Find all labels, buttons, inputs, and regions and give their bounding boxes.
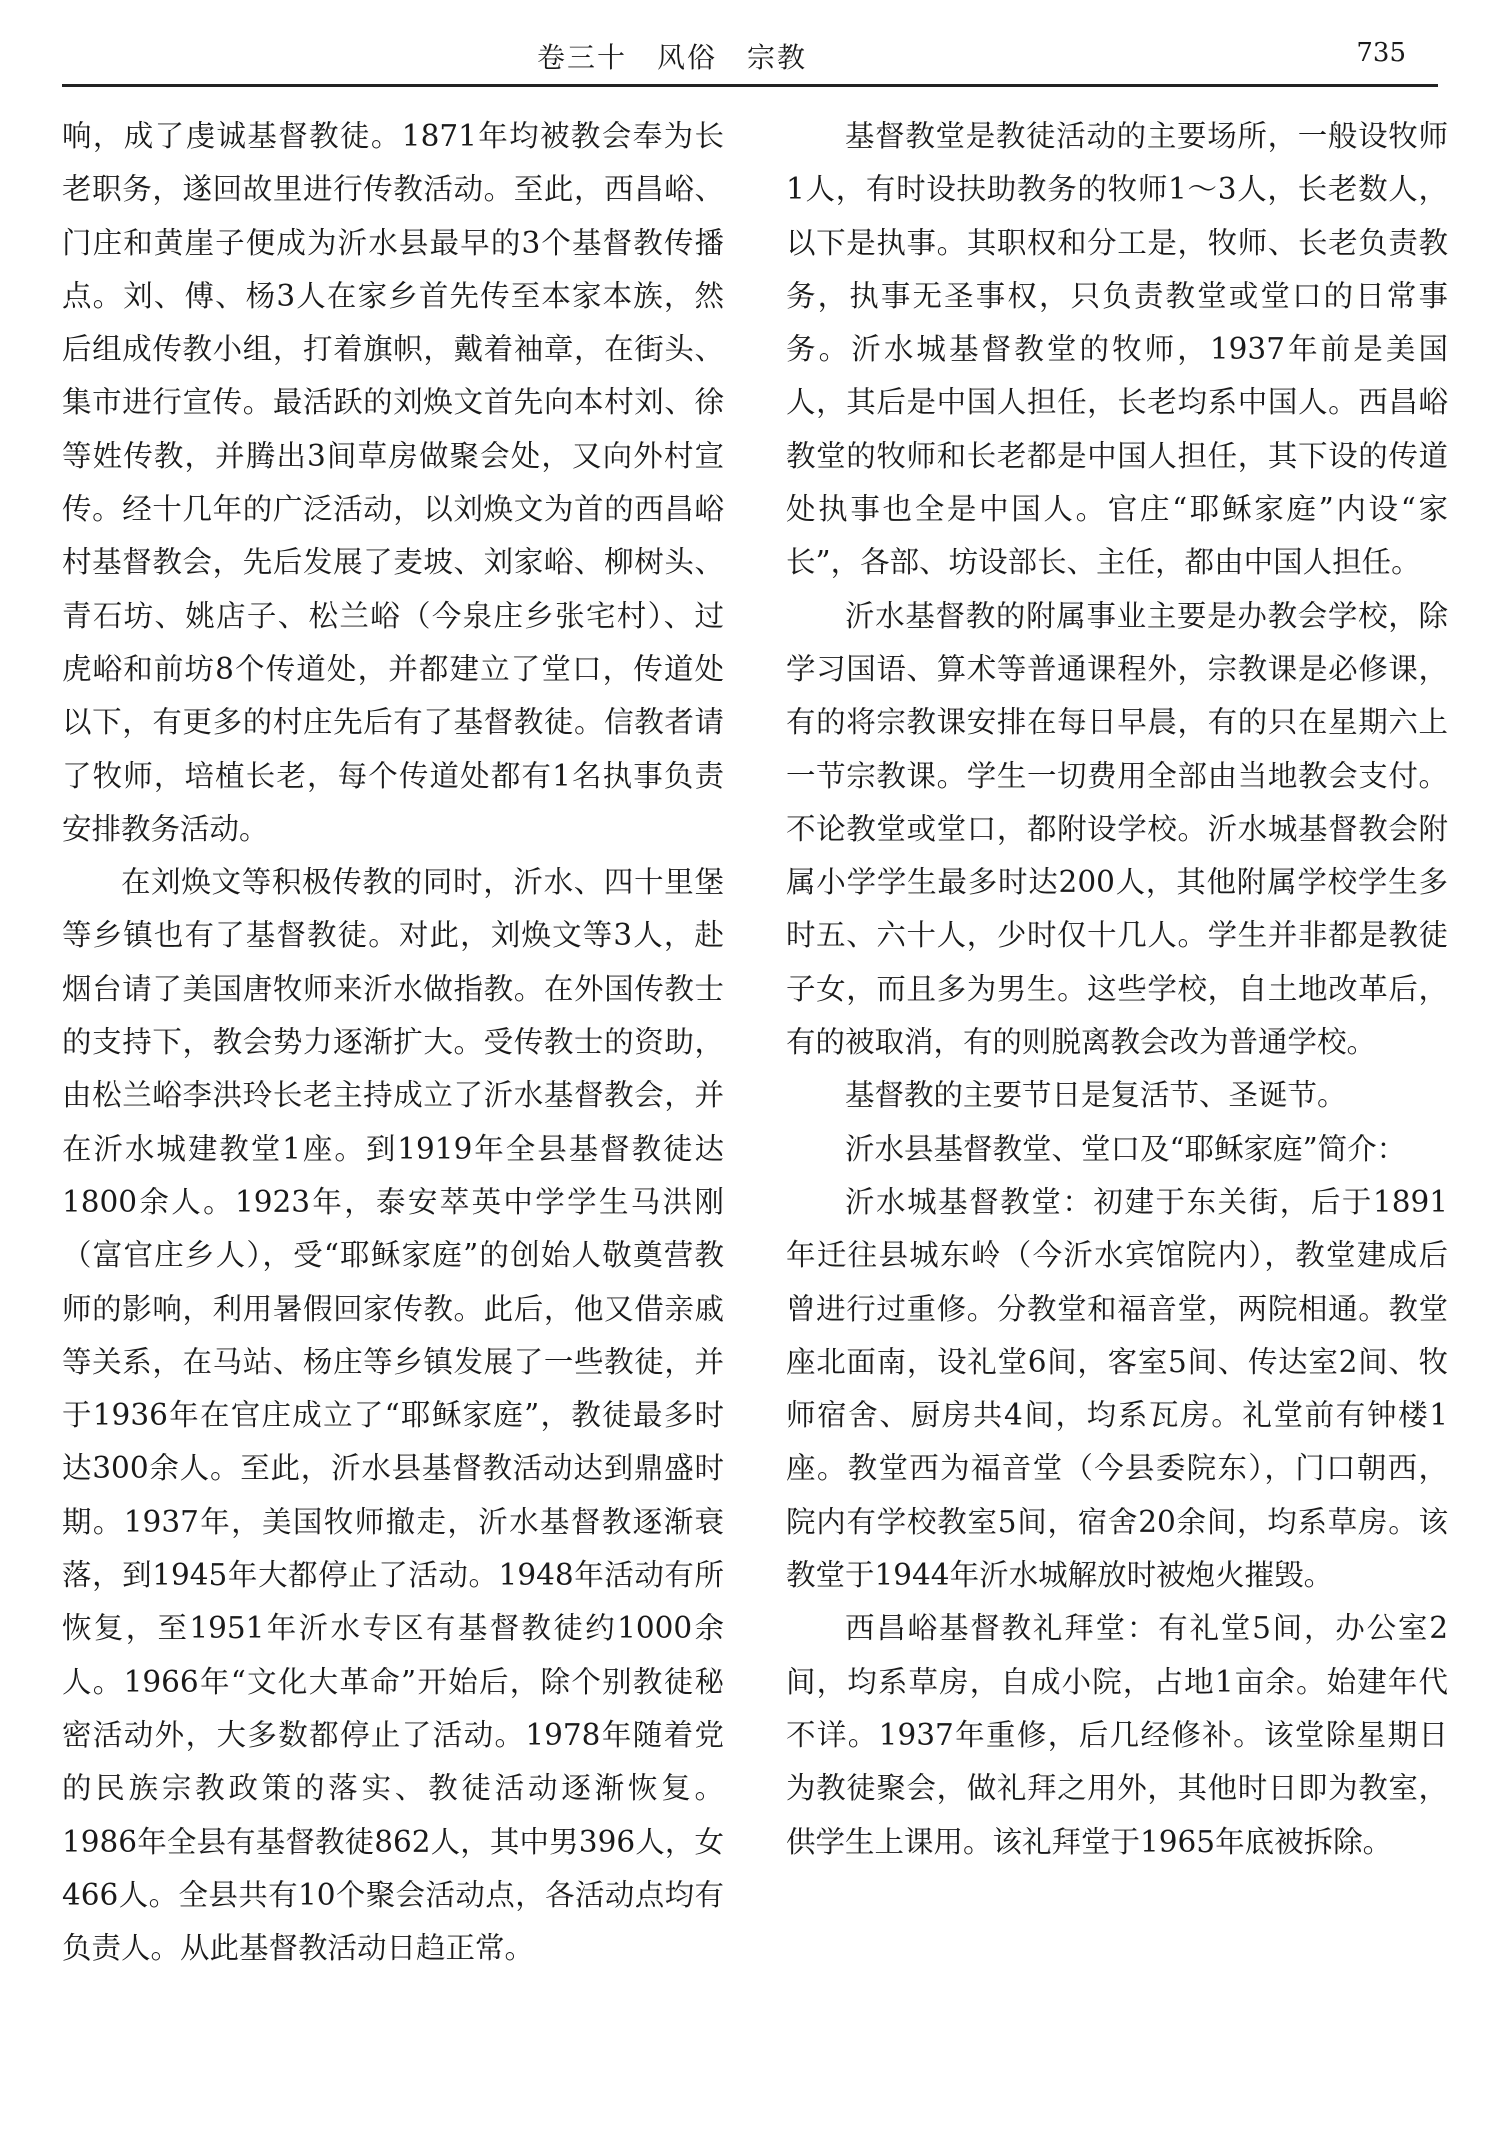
paragraph: 西昌峪基督教礼拜堂：有礼堂5间，办公室2间，均系草房，自成小院，占地1亩余。始建年代不详。1937年重修，后几经修补。该堂除星期日为教徒聚会，做礼拜之用外，其他时日即为教室，供学生上课用。该礼拜堂于1965年底被拆除。 xyxy=(786,1611,1448,1859)
paragraph: 沂水基督教的附属事业主要是办教会学校，除学习国语、算术等普通课程外，宗教课是必修课，有的将宗教课安排在每日早晨，有的只在星期六上一节宗教课。学生一切费用全部由当地教会支付。不论教堂或堂口，都附设学校。沂水城基督教会附属小学学生最多时达200人，其他附属学校学生多时五、六十人，少时仅十几人。学生并非都是教徒子女，而且多为男生。这些学校，自土地改革后，有的被取消，有的则脱离教会改为普通学校。 xyxy=(786,598,1448,1060)
header-rule xyxy=(62,84,1438,87)
running-head: 卷三十 风俗 宗教 xyxy=(536,41,807,74)
paragraph: 沂水县基督教堂、堂口及“耶稣家庭”简介： xyxy=(845,1131,1407,1166)
paragraph: 基督教堂是教徒活动的主要场所，一般设牧师1人，有时设扶助教务的牧师1～3人，长老数人，以下是执事。其职权和分工是，牧师、长老负责教务，执事无圣事权，只负责教堂或堂口的日常事务。沂水城基督教堂的牧师，1937年前是美国人，其后是中国人担任，长老均系中国人。西昌峪教堂的牧师和长老都是中国人担任，其下设的传道处执事也全是中国人。官庄“耶稣家庭”内设“家长”，各部、坊设部长、主任，都由中国人担任。 xyxy=(786,119,1448,580)
paragraph: 响，成了虔诚基督教徒。1871年均被教会奉为长老职务，遂回故里进行传教活动。至此，西昌峪、门庄和黄崖子便成为沂水县最早的3个基督教传播点。刘、傅、杨3人在家乡首先传至本家本族，然后组成传教小组，打着旗帜，戴着袖章，在街头、集市进行宣传。最活跃的刘焕文首先向本村刘、徐等姓传教，并腾出3间草房做聚会处，又向外村宣传。经十几年的广泛活动，以刘焕文为首的西昌峪村基督教会，先后发展了麦坡、刘家峪、柳树头、青石坊、姚店子、松兰峪（今泉庄乡张宅村）、过虎峪和前坊8个传道处，并都建立了堂口，传道处以下，有更多的村庄先后有了基督教徒。信教者请了牧师，培植长老，每个传道处都有1名执事负责安排教务活动。 xyxy=(62,119,724,846)
left-column xyxy=(62,110,724,2110)
paragraph: 沂水城基督教堂：初建于东关街，后于1891年迁往县城东岭（今沂水宾馆院内），教堂建成后曾进行过重修。分教堂和福音堂，两院相通。教堂座北面南，设礼堂6间，客室5间、传达室2间、牧师宿舍、厨房共4间，均系瓦房。礼堂前有钟楼1座。教堂西为福音堂（今县委院东），门口朝西，院内有学校教室5间，宿舍20余间，均系草房。该教堂于1944年沂水城解放时被炮火摧毁。 xyxy=(786,1184,1448,1593)
page-header xyxy=(62,28,1438,86)
paragraph: 在刘焕文等积极传教的同时，沂水、四十里堡等乡镇也有了基督教徒。对此，刘焕文等3人，赴烟台请了美国唐牧师来沂水做指教。在外国传教士的支持下，教会势力逐渐扩大。受传教士的资助，由松兰峪李洪玲长老主持成立了沂水基督教会，并在沂水城建教堂1座。到1919年全县基督教徒达1800余人。1923年，泰安萃英中学学生马洪刚（富官庄乡人），受“耶稣家庭”的创始人敬奠营教师的影响，利用暑假回家传教。此后，他又借亲戚等关系，在马站、杨庄等乡镇发展了一些教徒，并于1936年在官庄成立了“耶稣家庭”，教徒最多时达300余人。至此，沂水县基督教活动达到鼎盛时期。1937年，美国牧师撤走，沂水基督教逐渐衰落，到1945年大都停止了活动。1948年活动有所恢复，至1951年沂水专区有基督教徒约1000余人。1966年“文化大革命”开始后，除个别教徒秘密活动外，大多数都停止了活动。1978年随着党的民族宗教政策的落实、教徒活动逐渐恢复。1986年全县有基督教徒862人，其中男396人，女466人。全县共有10个聚会活动点，各活动点均有负责人。从此基督教活动日趋正常。 xyxy=(62,865,724,1966)
right-column xyxy=(786,110,1448,2110)
page-number: 735 xyxy=(1356,38,1406,68)
paragraph: 基督教的主要节日是复活节、圣诞节。 xyxy=(845,1078,1347,1113)
